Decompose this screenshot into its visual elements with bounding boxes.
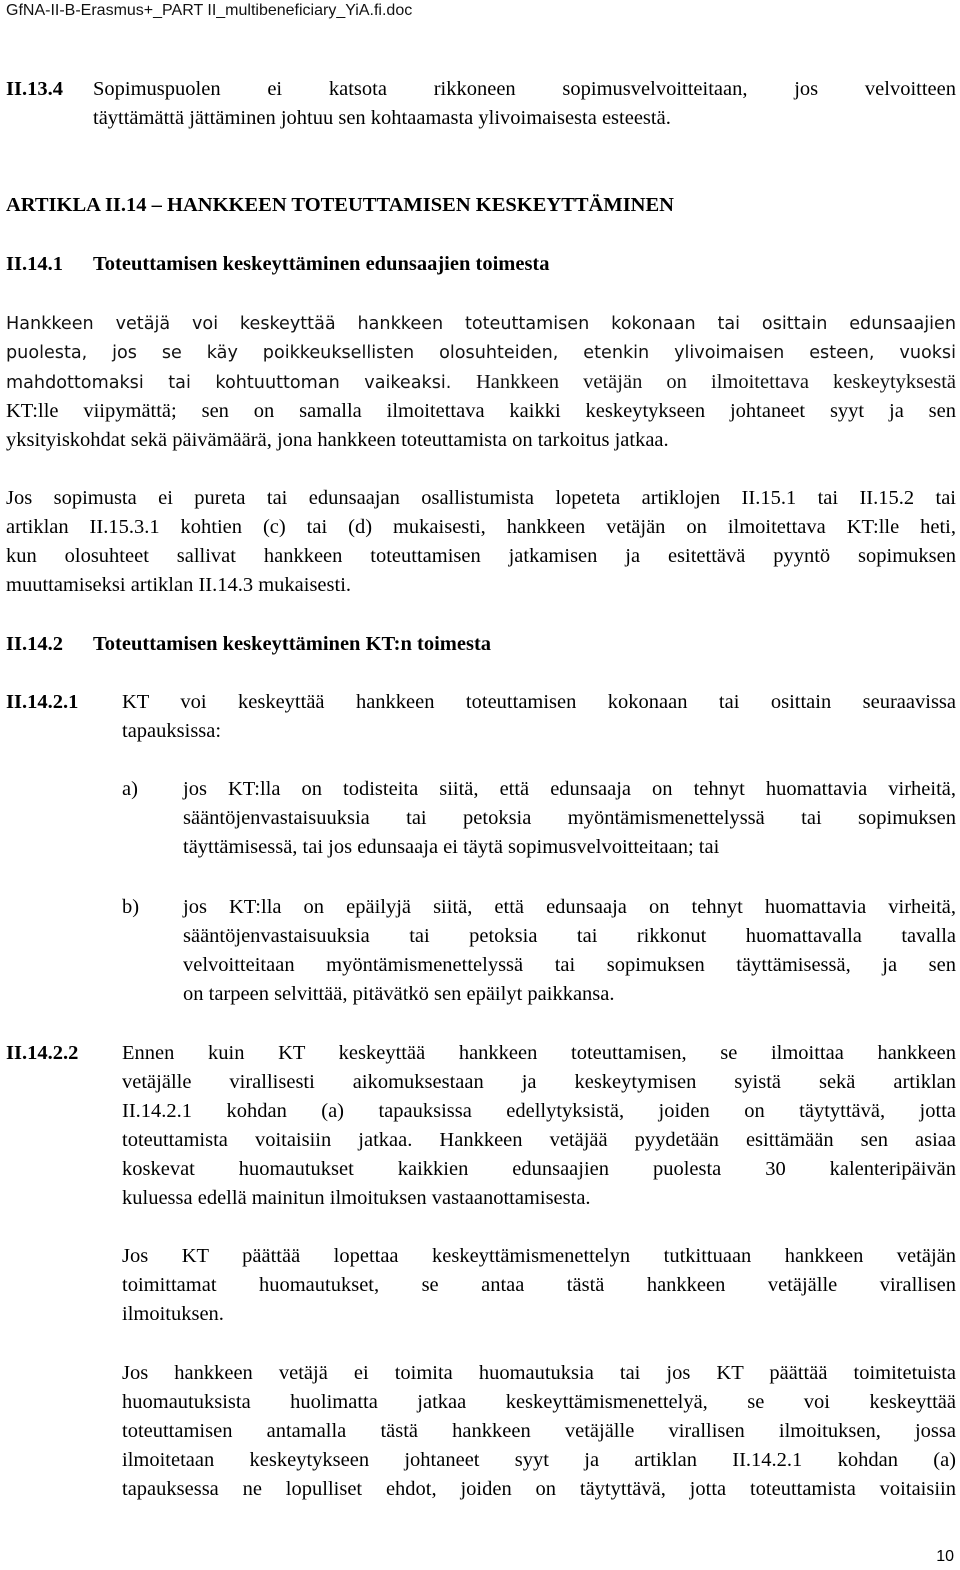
text-line: huomautuksista huolimatta jatkaa keskeyttämismenettelyä, se voi keskeyttää: [122, 1391, 956, 1413]
text-line: ilmoitetaan keskeytykseen johtaneet syyt ja artiklan II.14.2.1 kohdan (a): [122, 1449, 956, 1471]
section-number-14-2-1: II.14.2.1: [6, 691, 79, 713]
text-line: toimittamat huomautukset, se antaa tästä hankkeen vetäjälle virallisen: [122, 1274, 956, 1296]
section-14-1-para1: [6, 310, 956, 398]
section-14-1-para1-cont: [6, 397, 956, 455]
text-line: tapauksessa ne lopulliset ehdot, joiden on täytyttävä, jotta toteuttamista voitaisiin: [122, 1478, 956, 1500]
section-14-2-title: Toteuttamisen keskeyttäminen KT:n toimesta: [93, 633, 492, 655]
section-14-2-2-para3: [122, 1359, 956, 1504]
text-line: [6, 368, 956, 398]
list-item-a-text: [183, 775, 956, 862]
text-line: kun olosuhteet sallivat hankkeen toteuttamisen jatkamisen ja esitettävä pyyntö sopimuksen: [6, 545, 956, 567]
text-line: Hankkeen vetäjä voi keskeyttää hankkeen toteuttamisen kokonaan tai osittain edunsaajien: [6, 314, 956, 334]
page-number: 10: [936, 1548, 954, 1565]
text-line: yksityiskohdat sekä päivämäärä, jona hankkeen toteuttamista on tarkoitus jatkaa.: [6, 429, 669, 451]
text-line: Jos KT päättää lopettaa keskeyttämismenettelyn tutkittuaan hankkeen vetäjän: [122, 1245, 956, 1267]
section-13-4-text-cont: [93, 104, 956, 133]
section-14-2-1-intro: [122, 688, 956, 746]
text-line: Jos sopimusta ei pureta tai edunsaajan osallistumista lopeteta artiklojen II.15.1 tai II.15.2 tai: [6, 487, 956, 509]
text-line: vetäjälle virallisesti aikomuksestaan ja keskeytymisen syistä sekä artiklan: [122, 1071, 956, 1093]
section-14-2-2-para1: [122, 1039, 956, 1213]
text-run-serif: Hankkeen vetäjän on ilmoitettava keskeytyksestä: [475, 371, 956, 393]
list-item-b-text: [183, 893, 956, 1009]
section-13-4-text: [93, 75, 956, 104]
document-filename-header: GfNA-II-B-Erasmus+_PART II_multibeneficiary_YiA.fi.doc: [6, 2, 413, 19]
text-line: muuttamiseksi artiklan II.14.3 mukaisesti.: [6, 574, 352, 596]
section-14-2-2-para2: [122, 1242, 956, 1329]
text-line: toteuttamista voitaisiin jatkaa. Hankkeen vetäjää pyydetään esittämään sen asiaa: [122, 1129, 956, 1151]
text-line: artiklan II.15.3.1 kohtien (c) tai (d) mukaisesti, hankkeen vetäjän on ilmoitettava KT:lle heti,: [6, 516, 956, 538]
text-line: KT:lle viipymättä; sen on samalla ilmoitettava kaikki keskeytykseen johtaneet syyt ja sen: [6, 400, 956, 422]
text-line: Ennen kuin KT keskeyttää hankkeen toteuttamisen, se ilmoittaa hankkeen: [122, 1042, 956, 1064]
text-line: kuluessa edellä mainitun ilmoituksen vastaanottamisesta.: [122, 1187, 591, 1209]
text-line: Sopimuspuolen ei katsota rikkoneen sopimusvelvoitteitaan, jos velvoitteen: [93, 78, 956, 100]
text-line: toteuttamisen antamalla tästä hankkeen vetäjälle virallisen ilmoituksen, jossa: [122, 1420, 956, 1442]
text-line: velvoitteitaan myöntämismenettelyssä tai sopimuksen täyttämisessä, ja sen: [183, 954, 956, 976]
text-line: ilmoituksen.: [122, 1303, 224, 1325]
section-14-1-para2: [6, 484, 956, 600]
text-line: jos KT:lla on todisteita siitä, että edunsaaja on tehnyt huomattavia virheitä,: [183, 778, 956, 800]
text-line: koskevat huomautukset kaikkien edunsaajien puolesta 30 kalenteripäivän: [122, 1158, 956, 1180]
list-item-label: a): [122, 778, 138, 800]
text-line: sääntöjenvastaisuuksia tai petoksia tai rikkonut huomattavalla tavalla: [183, 925, 956, 947]
text-line: sääntöjenvastaisuuksia tai petoksia myöntämismenettelyssä tai sopimuksen: [183, 807, 956, 829]
text-line: puolesta, jos se käy poikkeuksellisten olosuhteiden, etenkin ylivoimaisen esteen, vuoksi: [6, 343, 956, 363]
section-number-14-2-2: II.14.2.2: [6, 1042, 79, 1064]
list-item-label: b): [122, 896, 140, 918]
text-line: Jos hankkeen vetäjä ei toimita huomautuksia tai jos KT päättää toimitetuista: [122, 1362, 956, 1384]
text-line: jos KT:lla on epäilyjä siitä, että edunsaaja on tehnyt huomattavia virheitä,: [183, 896, 956, 918]
text-line: tapauksissa:: [122, 720, 222, 742]
section-number-14-1: II.14.1: [6, 253, 63, 275]
section-14-1-title: Toteuttamisen keskeyttäminen edunsaajien toimesta: [93, 253, 550, 275]
text-line: täyttämisessä, tai jos edunsaaja ei täytä sopimusvelvoitteitaan; tai: [183, 836, 720, 858]
section-number-14-2: II.14.2: [6, 633, 63, 655]
text-line: KT voi keskeyttää hankkeen toteuttamisen kokonaan tai osittain seuraavissa: [122, 691, 956, 713]
text-line: II.14.2.1 kohdan (a) tapauksissa edellytyksistä, joiden on täytyttävä, jotta: [122, 1100, 956, 1122]
text-run-sans: mahdottomaksi tai kohtuuttoman vaikeaksi.: [6, 373, 452, 393]
article-14-heading: ARTIKLA II.14 – HANKKEEN TOTEUTTAMISEN KESKEYTTÄMINEN: [6, 194, 674, 216]
section-number-13-4: II.13.4: [6, 78, 63, 100]
text-line: on tarpeen selvittää, pitävätkö sen epäilyt paikkansa.: [183, 983, 615, 1005]
text-line: täyttämättä jättäminen johtuu sen kohtaamasta ylivoimaisesta esteestä.: [93, 107, 671, 129]
